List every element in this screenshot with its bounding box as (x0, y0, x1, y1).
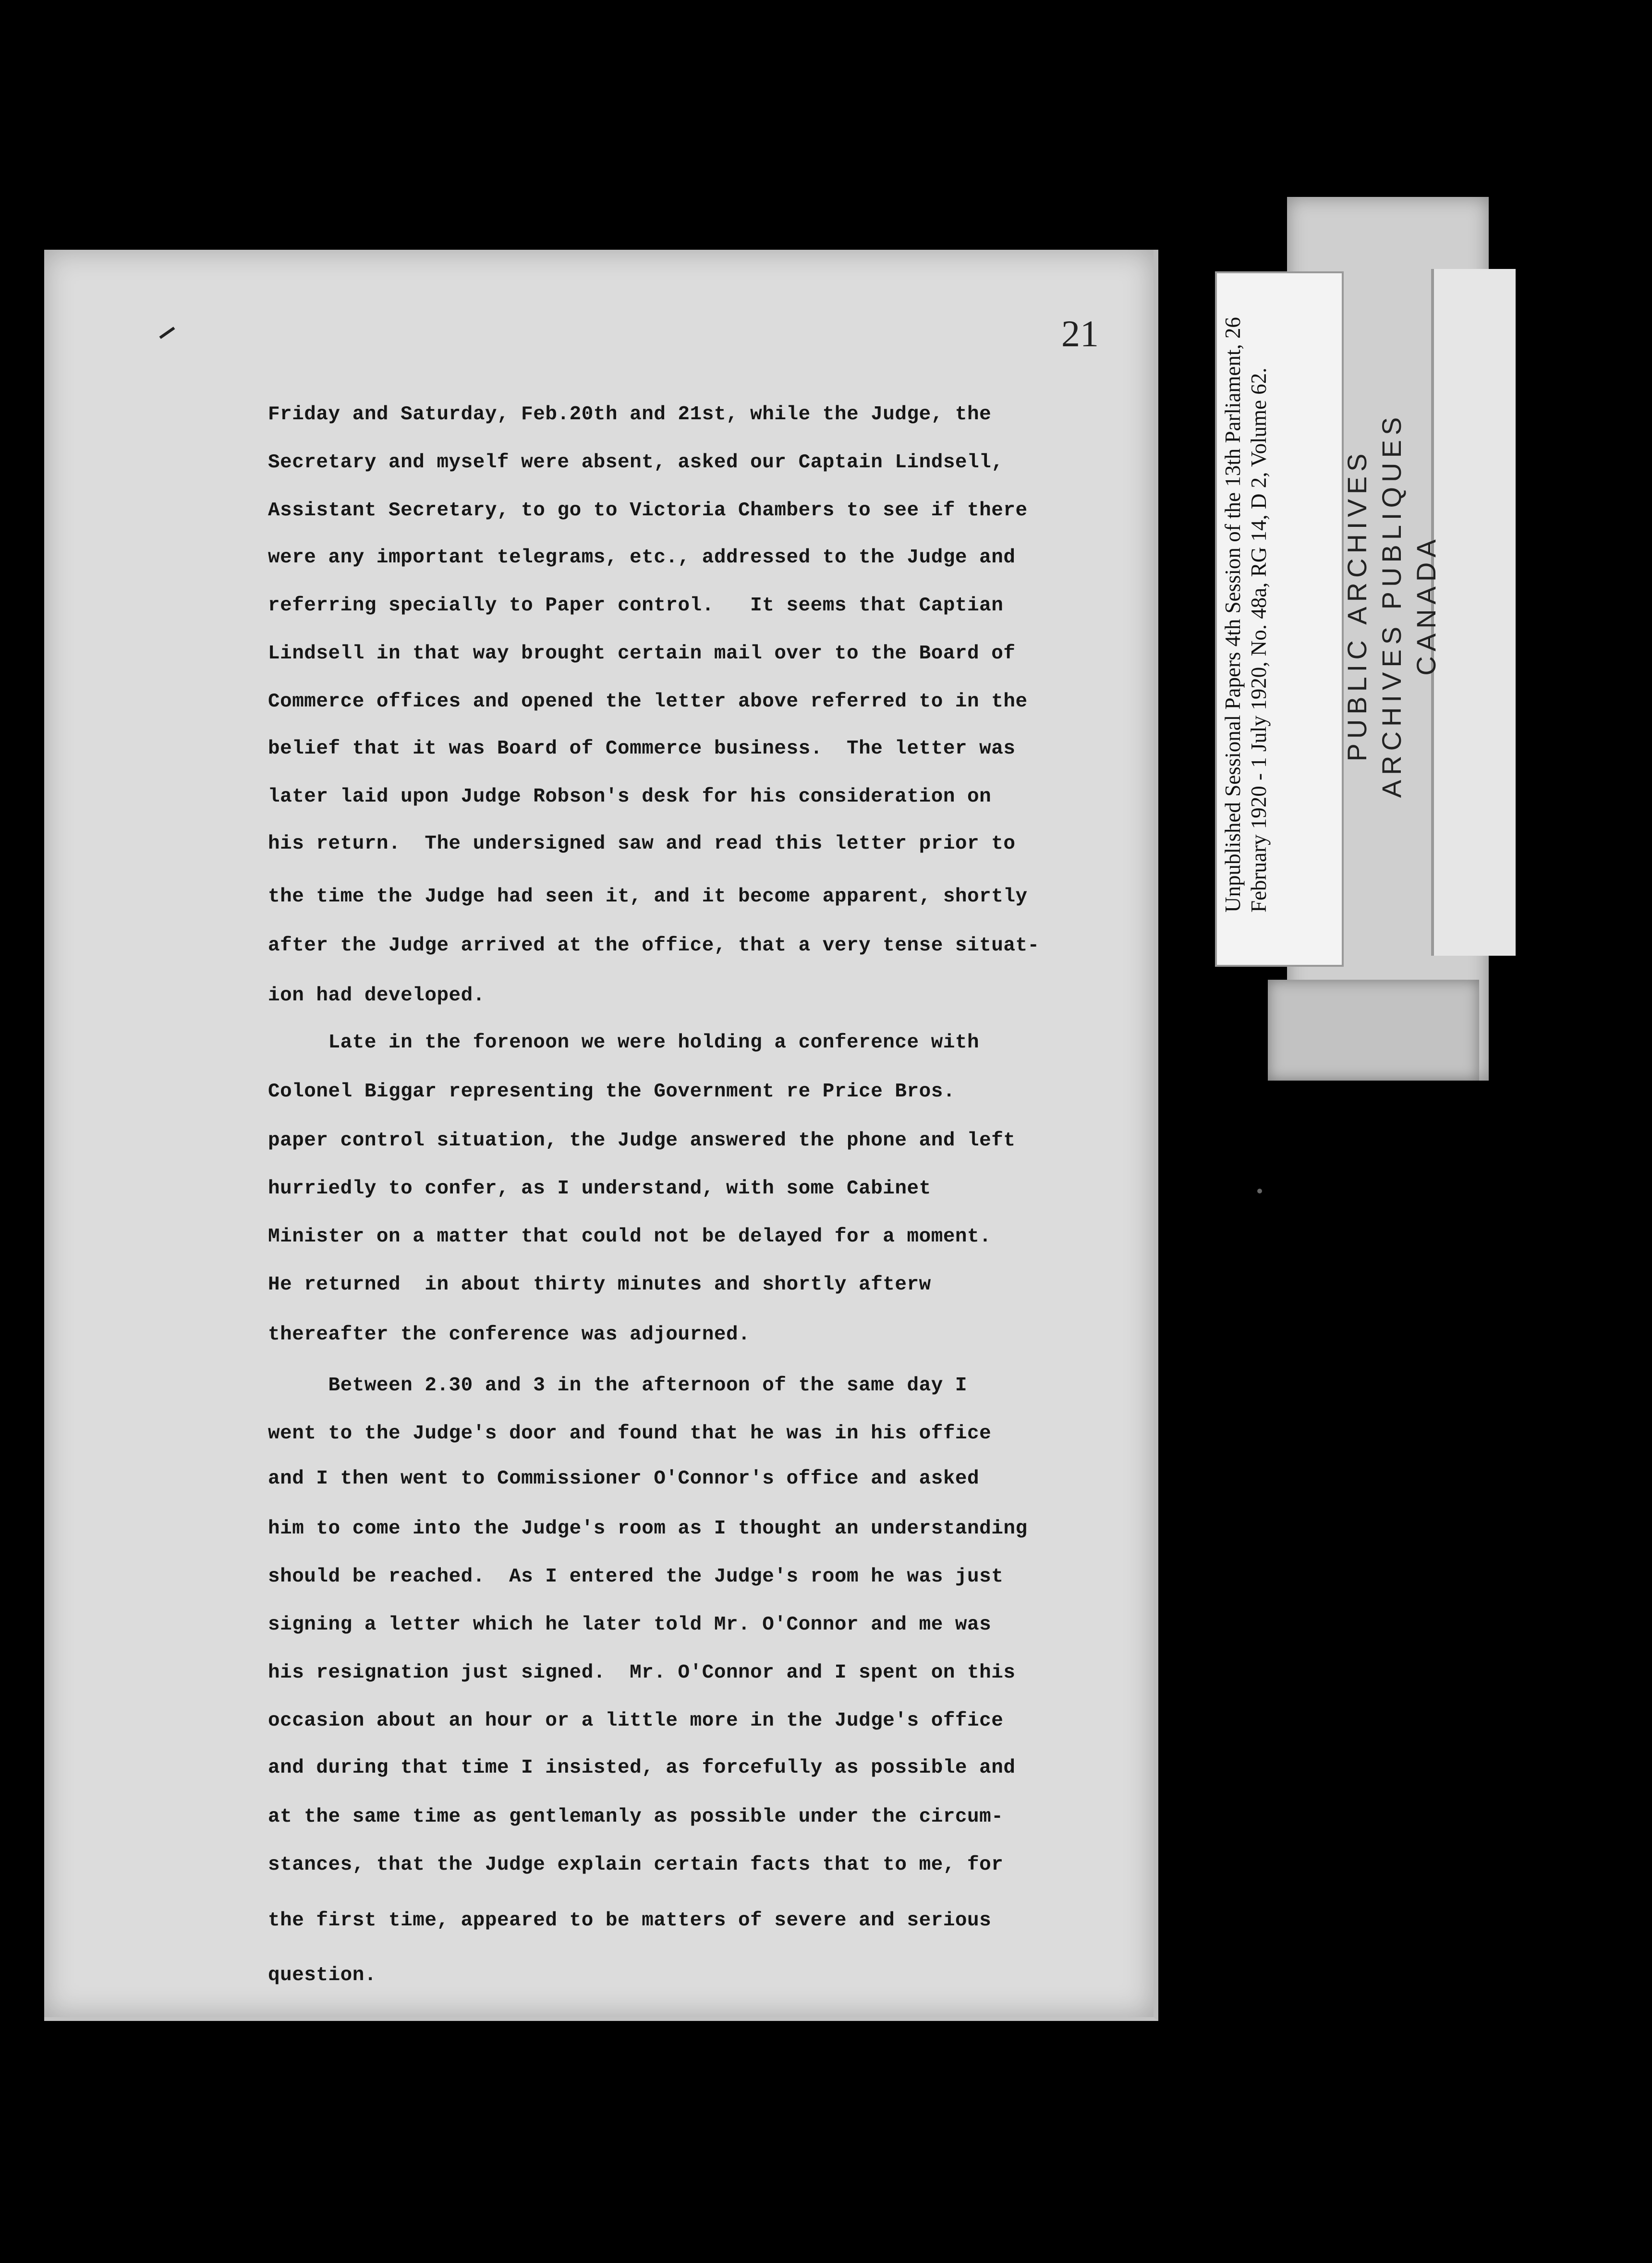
typed-letter-body: Friday and Saturday, Feb.20th and 21st, while the Judge, the Secretary and myself were absent, asked our Captain Lindsell, Assistant Secretary, to go to Victoria Chambers to see if there were any important telegrams, etc., addressed to the Judge and referring specially to Paper control. It seems that Captian Lindsell in that way brought certain mail over to the Board of Commerce offices and opened the letter above referred to in the belief that it was Board of Commerce business. The letter was later laid upon Judge Robson's desk for his consideration on his return. The undersigned saw and read this letter prior to the time the Judge had seen it, and it become apparent, shortly after the Judge arrived at the office, that a very tense situat- ion had developed. Late in the forenoon we were holding a conference with Colonel Biggar representing the Government re Price Bros. paper control situation, the Judge answered the phone and left (268, 403, 1040, 1152)
archive-citation: Unpublished Sessional Papers 4th Session of the 13th Parliament, 26 February 1920 - 1 July 1920, No. 48a, RG 14, D 2, Volume 62. (1221, 317, 1271, 912)
stamp-line: PUBLIC ARCHIVES (1342, 449, 1372, 762)
dust-speck (1257, 1189, 1262, 1193)
stamp-line: CANADA (1411, 535, 1441, 676)
page-number: 21 (1061, 313, 1099, 354)
archive-envelope-edge (1431, 269, 1516, 956)
archive-envelope-flap (1268, 980, 1479, 1081)
stamp-line: ARCHIVES PUBLIQUES (1376, 412, 1407, 798)
archives-stamp (1340, 365, 1444, 845)
